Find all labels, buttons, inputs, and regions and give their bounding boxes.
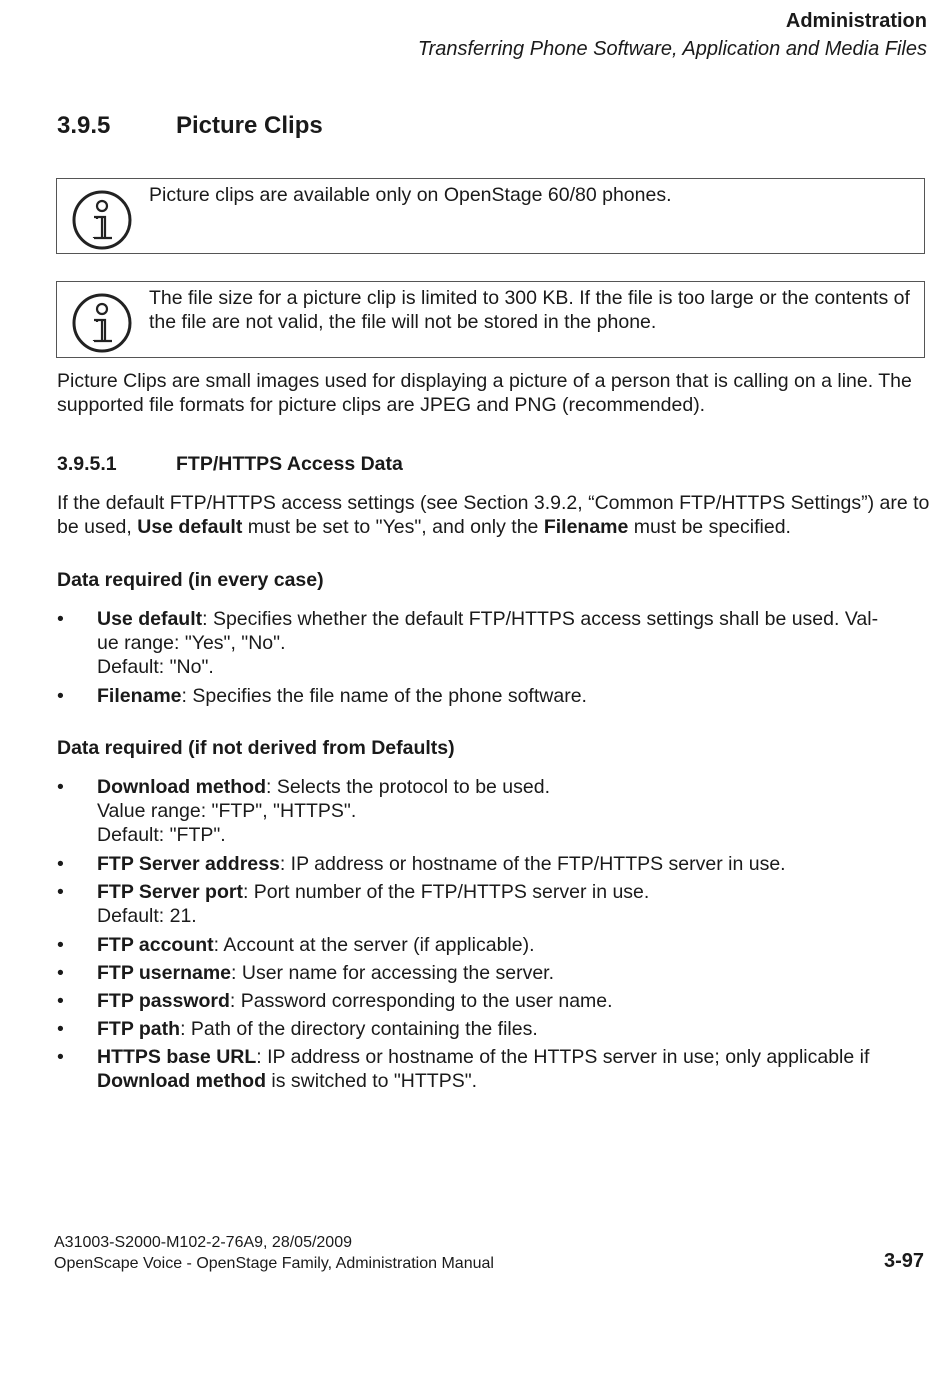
item-text: : Specifies whether the default FTP/HTTPS access settings shall be used. Val-: [202, 608, 879, 630]
item-term: Download method: [97, 776, 266, 798]
bullet-dot: •: [57, 881, 64, 903]
list-item: [57, 933, 927, 957]
access-text: must be specified.: [628, 516, 791, 538]
access-paragraph: [57, 491, 932, 539]
item-text: : Path of the directory containing the files.: [180, 1018, 538, 1040]
bullet-dot: •: [57, 1018, 64, 1040]
item-term: Download method: [97, 1070, 266, 1092]
list-item: [57, 1017, 927, 1041]
item-term: FTP Server port: [97, 881, 243, 903]
running-header-chapter: Administration: [785, 10, 927, 32]
info-icon: [72, 292, 132, 359]
bullet-dot: •: [57, 934, 64, 956]
term-use-default: Use default: [137, 516, 243, 538]
item-text: Value range: "FTP", "HTTPS".: [97, 800, 357, 822]
list-item: [57, 684, 927, 708]
info-icon: [72, 189, 132, 256]
list-item: [57, 880, 927, 928]
item-text: Default: "No".: [97, 656, 214, 678]
footer-doc-id: A31003-S2000-M102-2-76A9, 28/05/2009: [54, 1234, 352, 1251]
access-text: If the default FTP/HTTPS access settings (see Section 3.9.2, “Common FTP/HTTPS Settings”) are to be used,: [57, 492, 930, 538]
item-text: Default: "FTP".: [97, 824, 226, 846]
item-term: FTP password: [97, 990, 230, 1012]
section-title: Picture Clips: [176, 112, 323, 139]
requirements-heading: Data required (if not derived from Defaults): [57, 737, 455, 759]
item-text: is switched to "HTTPS".: [266, 1070, 478, 1092]
item-text: : IP address or hostname of the HTTPS server in use; only applicable if: [256, 1046, 870, 1068]
item-term: FTP path: [97, 1018, 181, 1040]
footer-doc-title: OpenScape Voice - OpenStage Family, Administration Manual: [54, 1255, 494, 1272]
bullet-dot: •: [57, 962, 64, 984]
item-term: FTP username: [97, 962, 232, 984]
page-number: 3-97: [883, 1250, 924, 1272]
note-text: Picture clips are available only on OpenStage 60/80 phones.: [149, 184, 672, 206]
item-text: : Account at the server (if applicable).: [213, 934, 535, 956]
item-text: : Password corresponding to the user name.: [229, 990, 613, 1012]
item-term: FTP Server address: [97, 853, 280, 875]
bullet-dot: •: [57, 685, 64, 707]
item-term: Filename: [97, 685, 182, 707]
bullet-dot: •: [57, 776, 64, 798]
list-item: [57, 1045, 927, 1093]
requirements-heading: Data required (in every case): [57, 569, 324, 591]
note-text: The file size for a picture clip is limited to 300 KB. If the file is too large or the contents of the file are not valid, the file will not be stored in the phone.: [149, 287, 910, 333]
running-header-section: Transferring Phone Software, Application and Media Files: [417, 38, 927, 60]
list-item: [57, 852, 927, 876]
item-text: : User name for accessing the server.: [231, 962, 554, 984]
bullet-dot: •: [57, 853, 64, 875]
item-text: Default: 21.: [97, 905, 197, 927]
access-text: must be set to "Yes", and only the: [242, 516, 544, 538]
item-term: HTTPS base URL: [97, 1046, 257, 1068]
note-box-file-size: [56, 281, 925, 358]
intro-paragraph: Picture Clips are small images used for displaying a picture of a person that is calling on a line. The supported file formats for picture clips are JPEG and PNG (recommended).: [57, 370, 912, 416]
subsection-number: 3.9.5.1: [57, 453, 117, 475]
section-number: 3.9.5: [57, 112, 111, 139]
list-item: [57, 989, 927, 1013]
list-item: [57, 961, 927, 985]
subsection-title: FTP/HTTPS Access Data: [176, 453, 403, 475]
bullet-dot: •: [57, 990, 64, 1012]
bullet-dot: •: [57, 608, 64, 630]
item-term: FTP account: [97, 934, 214, 956]
item-text: : Specifies the file name of the phone software.: [181, 685, 587, 707]
list-item: [57, 775, 927, 847]
item-text: ue range: "Yes", "No".: [97, 632, 286, 654]
bullet-dot: •: [57, 1046, 64, 1068]
term-filename: Filename: [543, 516, 629, 538]
item-text: : IP address or hostname of the FTP/HTTPS server in use.: [279, 853, 786, 875]
item-term: Use default: [97, 608, 203, 630]
note-box-availability: [56, 178, 925, 254]
list-item: [57, 607, 927, 679]
item-text: : Port number of the FTP/HTTPS server in use.: [242, 881, 650, 903]
item-text: : Selects the protocol to be used.: [266, 776, 551, 798]
